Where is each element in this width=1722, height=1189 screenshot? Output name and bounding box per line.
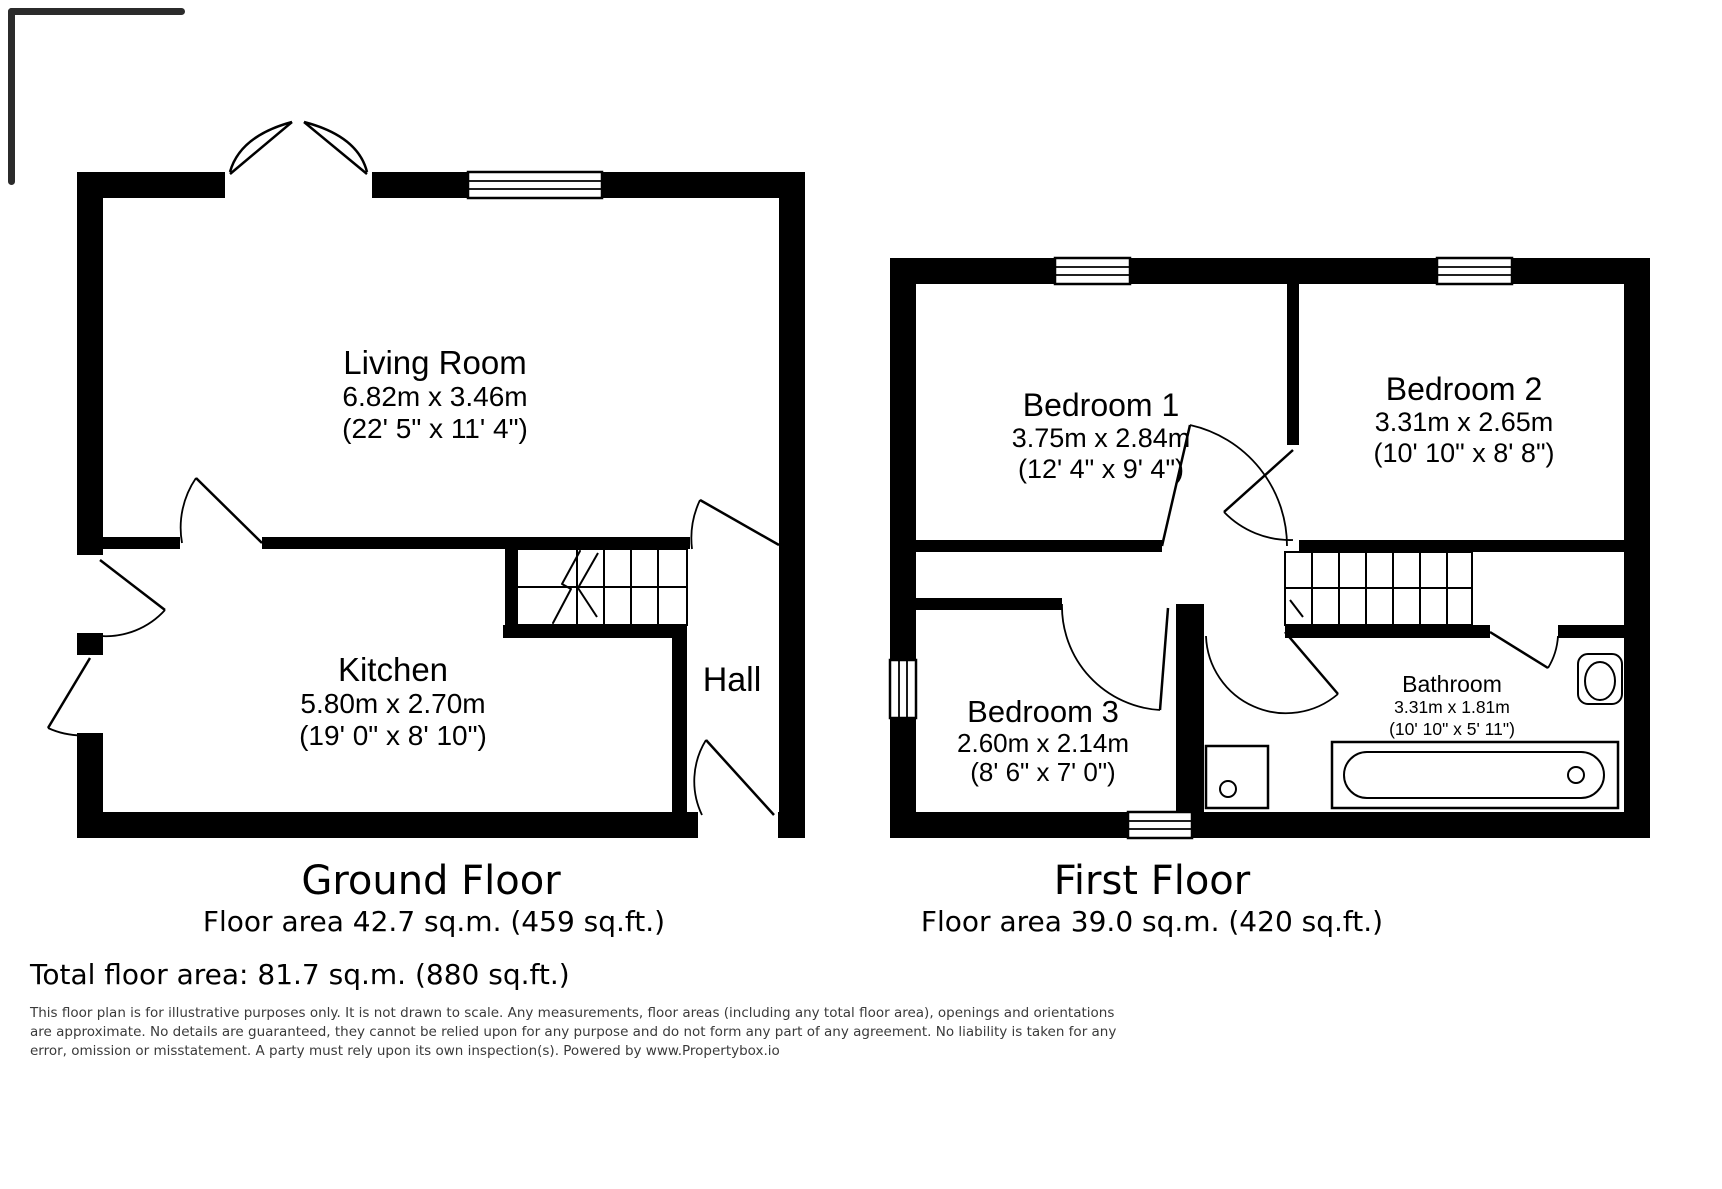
room-name: Hall — [702, 661, 762, 699]
bedroom2-window-icon — [1437, 258, 1512, 284]
bathroom-label — [1389, 671, 1515, 741]
room-name: Bedroom 1 — [1022, 387, 1180, 423]
bedroom1-window-icon — [1055, 258, 1130, 284]
ground-window-icon — [468, 172, 602, 198]
bedroom3-label — [957, 694, 1129, 788]
bathroom-window-icon — [1128, 812, 1192, 838]
room-name: Kitchen — [337, 651, 449, 688]
ground-stairs — [517, 549, 687, 625]
bathtub-icon — [1332, 742, 1618, 808]
room-dimensions-metric: 5.80m x 2.70m — [300, 688, 486, 720]
room-dimensions-imperial: (19' 0" x 8' 10") — [299, 719, 487, 751]
room-dimensions-imperial: (10' 10" x 5' 11") — [1389, 718, 1515, 739]
disclaimer-text: This floor plan is for illustrative purposes only. It is not drawn to scale. Any measurements, floor areas (including any total floor area), openings and orientations are approximate. No details are guaranteed, they cannot be relied upon for any purpose and do not form any part of any agreement. No liability is taken for any error, omission or misstatement. A party must rely upon its own inspection(s). Powered by www.Propertybox.io — [30, 1005, 1117, 1060]
room-dimensions-imperial: (10' 10" x 8' 8") — [1373, 437, 1555, 468]
bedroom1-label — [1012, 387, 1191, 484]
room-dimensions-metric: 6.82m x 3.46m — [342, 381, 528, 413]
ground-door-arcs — [48, 478, 779, 815]
kitchen-label — [299, 651, 487, 752]
room-dimensions-imperial: (8' 6" x 7' 0") — [970, 757, 1116, 788]
living-room-label — [342, 344, 528, 445]
room-name: Bedroom 2 — [1385, 371, 1543, 407]
ground-floor-area: Floor area 42.7 sq.m. (459 sq.ft.) — [202, 905, 666, 938]
room-name: Bathroom — [1402, 671, 1502, 697]
bedroom2-label — [1373, 371, 1554, 468]
room-name: Living Room — [343, 344, 527, 381]
room-dimensions-metric: 3.31m x 1.81m — [1394, 696, 1510, 717]
hall-label — [703, 661, 762, 699]
room-dimensions-metric: 2.60m x 2.14m — [957, 728, 1129, 759]
french-doors-icon — [230, 122, 367, 174]
ground-floor-title: Ground Floor — [301, 858, 561, 904]
room-dimensions-imperial: (22' 5" x 11' 4") — [342, 412, 528, 444]
toilet-icon — [1578, 654, 1622, 704]
room-dimensions-metric: 3.31m x 2.65m — [1374, 407, 1554, 438]
room-name: Bedroom 3 — [967, 694, 1119, 729]
room-dimensions-imperial: (12' 4" x 9' 4") — [1017, 453, 1185, 484]
bedroom3-window-icon — [890, 660, 916, 718]
total-floor-area: Total floor area: 81.7 sq.m. (880 sq.ft.) — [30, 958, 570, 991]
first-floor-area: Floor area 39.0 sq.m. (420 sq.ft.) — [920, 905, 1384, 938]
first-floor-title: First Floor — [1053, 858, 1251, 904]
corner-mark — [8, 8, 185, 185]
room-dimensions-metric: 3.75m x 2.84m — [1011, 423, 1191, 454]
first-stairs — [1285, 552, 1472, 625]
sink-icon — [1206, 746, 1268, 808]
